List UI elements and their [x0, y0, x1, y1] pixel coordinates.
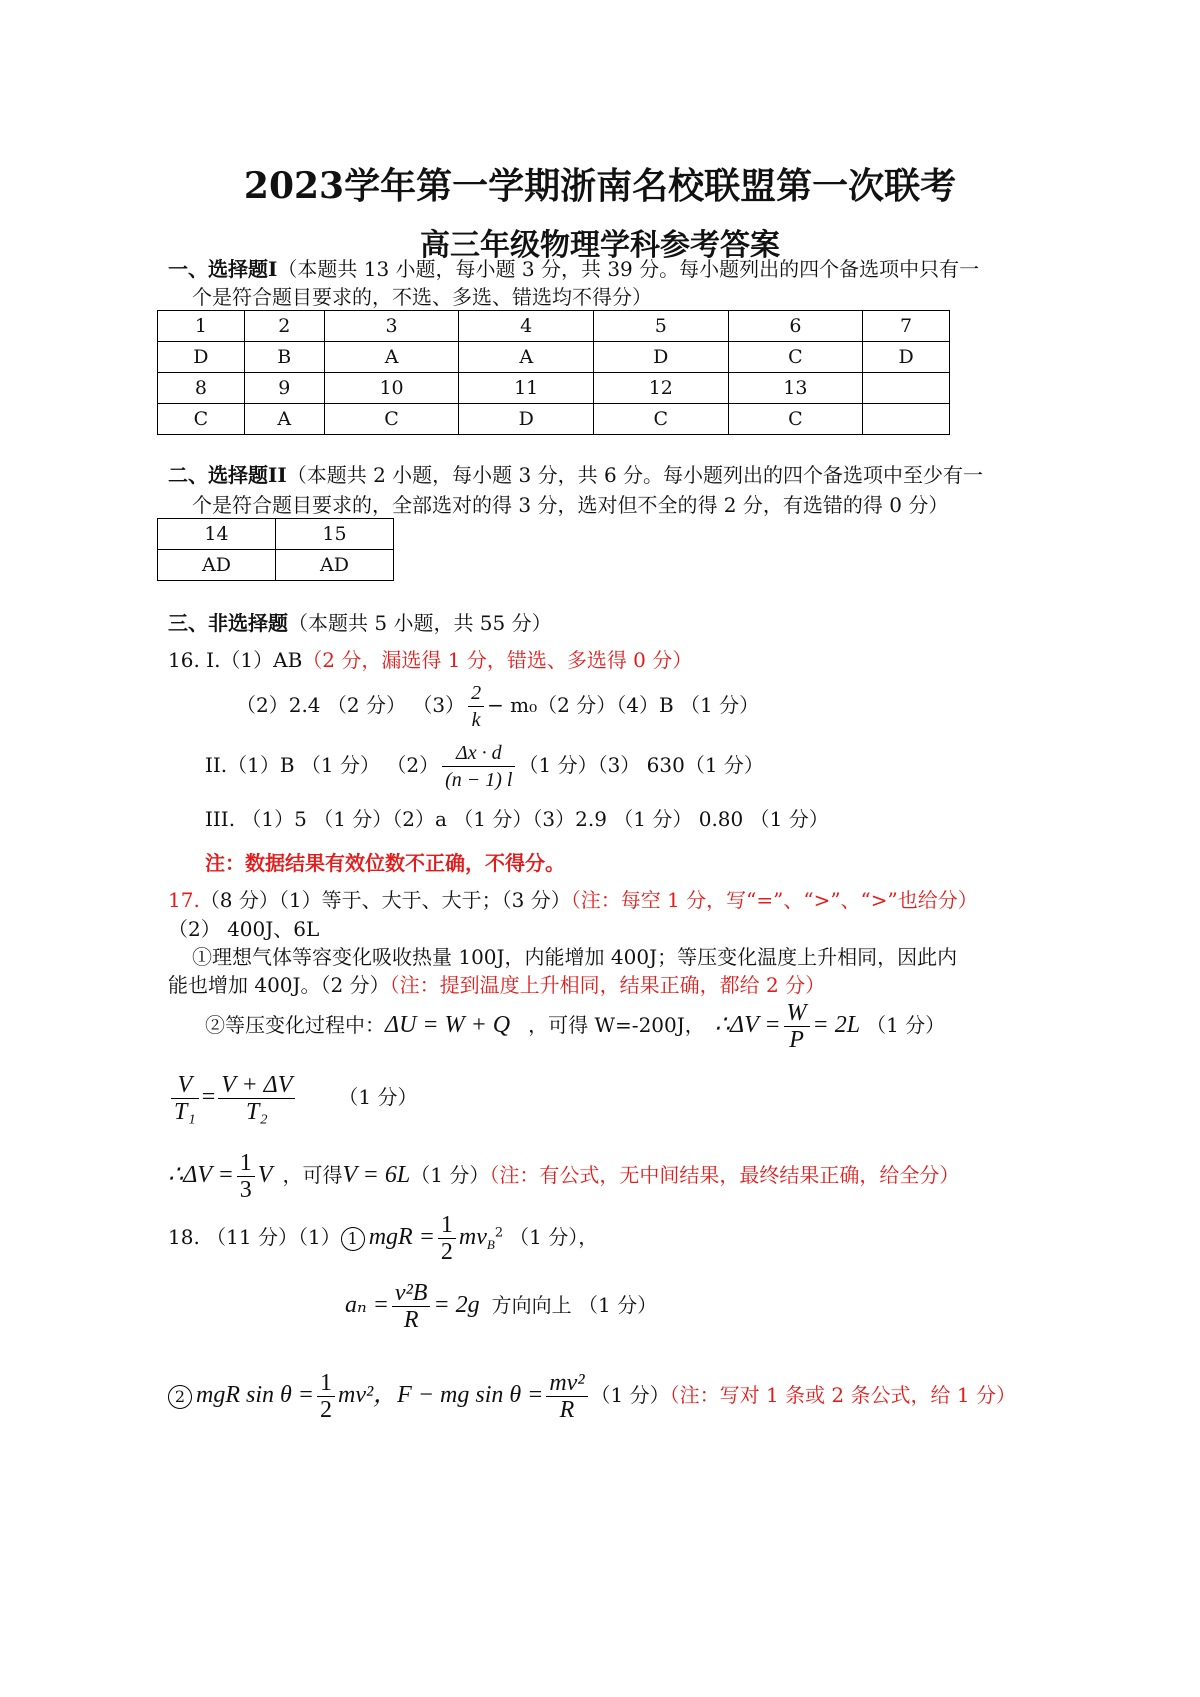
table-cell: D [158, 342, 245, 373]
q18-fraction-mv2-over-r [546, 1370, 587, 1423]
table-row [158, 404, 950, 435]
q16-fraction-2-over-k [468, 680, 484, 733]
table-row [158, 342, 950, 373]
q18-line3-score: （1 分） [590, 1383, 670, 1407]
section1-desc1: （本题共 13 小题，每小题 3 分，共 39 分。每小题列出的四个备选项中只有一 [277, 257, 980, 281]
q16-line2 [236, 680, 759, 733]
table-cell: 10 [324, 373, 459, 404]
q17-line7-b: V [257, 1162, 273, 1188]
q16-line4: III. （1）5 （1 分）（2）a （1 分）（3）2.9 （1 分） 0.80 （1 分） [205, 807, 829, 831]
fraction-numerator: mv² [546, 1370, 587, 1397]
table-cell: C [728, 404, 863, 435]
table-cell: 1 [158, 311, 245, 342]
table-cell: D [593, 342, 728, 373]
fraction-numerator: 2 [468, 680, 484, 707]
table-cell: 7 [863, 311, 950, 342]
q17-line7-a: ∴ΔV = [168, 1162, 234, 1188]
fraction-numerator: 1 [438, 1212, 456, 1239]
q18-superscript-2: 2 [494, 1225, 504, 1241]
table-cell: D [459, 404, 594, 435]
q17-energy-equation: ΔU = W + Q [385, 1012, 511, 1038]
section2-desc1: （本题共 2 小题，每小题 3 分，共 6 分。每小题列出的四个备选项中至少有一 [286, 463, 984, 487]
q17-part1: （8 分）（1）等于、大于、大于；（3 分） [199, 888, 571, 912]
q18-line2-b: = 2g [433, 1292, 480, 1318]
q17-line1 [168, 887, 978, 913]
table-cell: A [324, 342, 459, 373]
q17-line7 [168, 1150, 959, 1203]
q17-line3: ①理想气体等容变化吸收热量 100J，内能增加 400J；等压变化温度上升相同，因此内 [192, 945, 958, 969]
q17-line7-score: （1 分） [410, 1163, 490, 1187]
table-cell: C [158, 404, 245, 435]
fraction-denominator: T₂ [245, 1099, 268, 1125]
table-cell: C [324, 404, 459, 435]
q18-line1-a: 18. （11 分）（1） [168, 1225, 341, 1249]
q18-line1-c: mv [458, 1224, 487, 1250]
fraction-numerator: W [784, 1000, 810, 1027]
table-cell: A [244, 404, 324, 435]
section3-line [168, 610, 552, 636]
fraction-denominator: R [559, 1397, 575, 1423]
table-cell [863, 404, 950, 435]
q17-line5-a: ②等压变化过程中： [205, 1013, 385, 1037]
table-row [158, 311, 950, 342]
q17-line5 [205, 1000, 945, 1053]
fraction-denominator: R [403, 1307, 419, 1333]
table-cell: AD [276, 550, 394, 581]
q18-line3-a: mgR sin θ = [196, 1382, 314, 1408]
section2-heading: 二、选择题II [168, 463, 287, 487]
table-row [158, 373, 950, 404]
fraction-numerator: 1 [237, 1150, 255, 1177]
q18-line3-b: mv²，F − mg sin θ = [337, 1382, 544, 1408]
q17-line6-score: （1 分） [338, 1085, 418, 1109]
table-cell: 4 [459, 311, 594, 342]
fraction-denominator: k [471, 709, 481, 731]
doc-title: 2023学年第一学期浙南名校联盟第一次联考 [243, 165, 957, 207]
fraction-numerator: V [171, 1072, 199, 1099]
section1-line1 [168, 256, 979, 282]
q17-line7-c: ，可得 [282, 1163, 343, 1187]
q18-line1-b: mgR = [368, 1224, 435, 1250]
q17-fraction-v-plus-dv-over-t2 [218, 1072, 295, 1125]
table-cell: D [863, 342, 950, 373]
table-cell: 12 [593, 373, 728, 404]
q16-line2-a: （2）2.4 （2 分） （3） [236, 693, 466, 717]
q17-line4-note: （注：提到温度上升相同，结果正确，都给 2 分） [389, 973, 826, 997]
table-cell: C [593, 404, 728, 435]
section1-desc2: 个是符合题目要求的，不选、多选、错选均不得分） [192, 285, 652, 309]
q17-fraction-w-over-p [784, 1000, 810, 1053]
fraction-denominator: P [789, 1027, 804, 1053]
q16-part1-note: （2 分，漏选得 1 分，错选、多选得 0 分） [302, 648, 693, 672]
q16-line3-b: （1 分）（3） 630（1 分） [518, 753, 764, 777]
section2-desc2: 个是符合题目要求的，全部选对的得 3 分，选对但不全的得 2 分，有选错的得 0 分） [192, 493, 949, 517]
q16-line3-a: II.（1）B （1 分） （2） [205, 753, 440, 777]
q17-line4-a: 能也增加 400J。（2 分） [168, 973, 390, 997]
table-row [158, 550, 394, 581]
q17-line7-note: （注：有公式，无中间结果，最终结果正确，给全分） [489, 1163, 960, 1187]
q17-part1-note: （注：每空 1 分，写“=”、“>”、“>”也给分） [570, 888, 978, 912]
table-cell: AD [158, 550, 276, 581]
table-cell: 2 [244, 311, 324, 342]
fraction-denominator: 2 [440, 1239, 453, 1265]
section3-heading: 三、非选择题 [168, 611, 288, 635]
section2-answer-table [157, 518, 394, 581]
table-cell: 5 [593, 311, 728, 342]
section2-line1 [168, 462, 983, 488]
q17-line4 [168, 972, 825, 998]
section1-heading: 一、选择题I [168, 257, 278, 281]
circled-number: 2 [168, 1385, 192, 1409]
circled-number: 1 [341, 1227, 365, 1251]
q18-line1-score: （1 分）， [509, 1225, 599, 1249]
table-cell: B [244, 342, 324, 373]
q18-fraction-vb2-over-r [392, 1280, 431, 1333]
q17-line7-d: V = 6L [342, 1162, 411, 1188]
equals-sign: = [201, 1084, 216, 1110]
q17-line5-d: = 2L [812, 1012, 861, 1038]
fraction-numerator: Δx · d [442, 740, 515, 767]
table-cell: A [459, 342, 594, 373]
q17-number: 17. [168, 888, 200, 912]
q17-line6 [168, 1072, 418, 1125]
q17-line5-b: ，可得 W=-200J， [528, 1013, 705, 1037]
table-cell: 14 [158, 519, 276, 550]
q18-line3-note: （注：写对 1 条或 2 条公式，给 1 分） [669, 1383, 1016, 1407]
fraction-denominator: T₁ [174, 1099, 196, 1125]
table-cell [863, 373, 950, 404]
q16-note: 注：数据结果有效位数不正确，不得分。 [205, 851, 565, 875]
fraction-denominator: (n − 1) l [445, 769, 513, 791]
fraction-numerator: v²B [392, 1280, 431, 1307]
doc-subtitle: 高三年级物理学科参考答案 [420, 228, 780, 263]
q17-fraction-v-over-t1 [171, 1072, 199, 1125]
fraction-denominator: 2 [319, 1397, 332, 1423]
q16-fraction-dx-d [442, 740, 515, 793]
q16-line3 [205, 740, 764, 793]
table-cell: 13 [728, 373, 863, 404]
table-row [158, 519, 394, 550]
q18-subscript-b: B [486, 1237, 495, 1252]
fraction-numerator: V + ΔV [218, 1072, 295, 1099]
section1-answer-table [157, 310, 950, 435]
q16-line2-b: − m₀（2 分）（4）B （1 分） [487, 693, 760, 717]
table-cell: 3 [324, 311, 459, 342]
q16-part1-answer: 16. I.（1）AB [168, 648, 303, 672]
q18-line2-a: aₙ = [345, 1292, 389, 1318]
table-cell: 15 [276, 519, 394, 550]
q18-line3 [168, 1370, 1016, 1423]
table-cell: 9 [244, 373, 324, 404]
q18-fraction-one-half-b [317, 1370, 335, 1423]
q18-line2-c: 方向向上 （1 分） [491, 1293, 658, 1317]
q17-line2: （2） 400J、6L [168, 917, 320, 941]
table-cell: 11 [459, 373, 594, 404]
q18-line2 [345, 1280, 657, 1333]
table-cell: 8 [158, 373, 245, 404]
fraction-numerator: 1 [317, 1370, 335, 1397]
q17-fraction-one-third [237, 1150, 255, 1203]
q18-line1 [168, 1212, 598, 1265]
table-cell: C [728, 342, 863, 373]
q17-line5-c: ∴ΔV = [714, 1012, 781, 1038]
q16-line1 [168, 647, 692, 673]
q17-line5-score: （1 分） [866, 1013, 946, 1037]
table-cell: 6 [728, 311, 863, 342]
fraction-denominator: 3 [239, 1177, 252, 1203]
section3-desc: （本题共 5 小题，共 55 分） [288, 611, 552, 635]
q18-fraction-one-half [438, 1212, 456, 1265]
